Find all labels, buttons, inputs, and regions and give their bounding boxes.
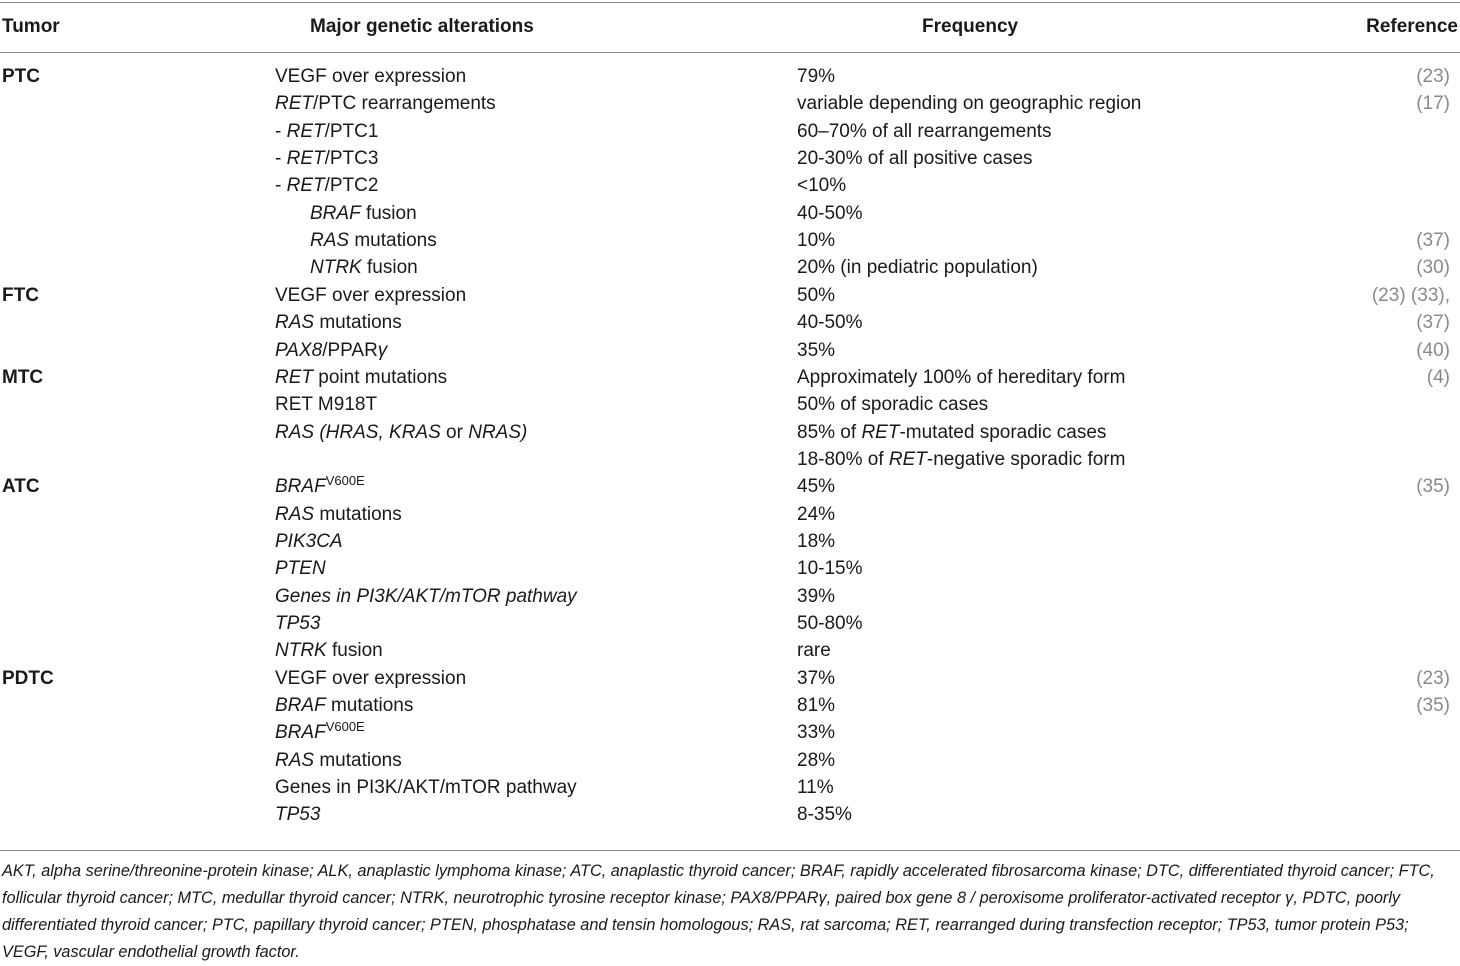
- text-segment: 40-50%: [797, 312, 863, 334]
- reference-cell: (17): [1416, 93, 1450, 115]
- text-segment: 20% (in pediatric population): [797, 257, 1038, 279]
- alteration-cell: [275, 148, 378, 170]
- text-segment: PIK3CA: [275, 530, 343, 552]
- text-segment: <10%: [797, 175, 847, 197]
- tumor-cell: FTC: [2, 284, 39, 306]
- text-segment: -: [275, 148, 287, 170]
- table-row: [0, 586, 1460, 614]
- table-row: [0, 750, 1460, 778]
- reference-cell: (23): [1416, 667, 1450, 689]
- frequency-cell: [797, 203, 863, 225]
- frequency-cell: [797, 230, 835, 252]
- text-segment: RAS (HRAS, KRAS: [275, 421, 441, 443]
- text-segment: /PTC3: [324, 148, 379, 170]
- text-segment: RET: [888, 448, 927, 470]
- table-row: [0, 504, 1460, 532]
- alteration-cell: [275, 586, 577, 608]
- header-rule: [0, 52, 1460, 53]
- frequency-cell: [797, 394, 988, 416]
- text-segment: Genes in PI3K/AKT/mTOR pathway: [275, 585, 577, 607]
- alteration-cell: [275, 531, 343, 553]
- frequency-cell: [797, 586, 835, 608]
- text-segment: RET: [275, 93, 313, 115]
- tumor-cell: PTC: [2, 66, 40, 87]
- text-segment: BRAF: [275, 695, 326, 717]
- text-segment: TP53: [275, 804, 321, 826]
- frequency-cell: [797, 613, 863, 635]
- text-segment: Genes in PI3K/AKT/mTOR pathway: [275, 777, 577, 799]
- table-row: [0, 777, 1460, 805]
- header-alterations: Major genetic alterations: [310, 16, 534, 37]
- text-segment: 8-35%: [797, 804, 852, 826]
- alteration-cell: [275, 422, 527, 444]
- table-row: [0, 473, 1460, 504]
- alteration-cell: [275, 777, 577, 799]
- frequency-cell: [797, 750, 835, 772]
- table-row: [0, 668, 1460, 696]
- text-segment: VEGF over expression: [275, 66, 467, 87]
- text-segment: /PPAR: [322, 339, 378, 361]
- reference-cell: (23): [1416, 66, 1450, 87]
- text-segment: RET: [286, 175, 325, 197]
- frequency-cell: [797, 93, 1141, 115]
- text-segment: 50% of sporadic cases: [797, 394, 989, 416]
- alteration-cell: [275, 340, 387, 362]
- text-segment: 39%: [797, 585, 836, 607]
- table-row: [0, 93, 1460, 121]
- frequency-cell: [797, 66, 835, 88]
- text-segment: 79%: [797, 66, 836, 87]
- text-segment: 60–70% of all rearrangements: [797, 120, 1052, 142]
- alteration-cell: [275, 473, 365, 498]
- text-segment: -: [275, 120, 287, 142]
- frequency-cell: [797, 504, 835, 526]
- frequency-cell: [797, 367, 1125, 389]
- text-segment: -: [275, 175, 287, 197]
- text-segment: 50%: [797, 284, 836, 306]
- text-segment: -mutated sporadic cases: [899, 421, 1107, 443]
- text-segment: VEGF over expression: [275, 284, 467, 306]
- alteration-cell: [310, 203, 417, 225]
- alteration-cell: [275, 719, 365, 744]
- text-segment: RET: [861, 421, 900, 443]
- text-segment: mutations: [314, 749, 402, 771]
- reference-cell: (35): [1416, 695, 1450, 717]
- text-segment: 45%: [797, 476, 836, 498]
- alteration-cell: [310, 257, 418, 279]
- header-tumor: Tumor: [2, 16, 60, 37]
- table-bottom-rule: [0, 850, 1460, 851]
- reference-cell: (23) (33),: [1371, 284, 1450, 306]
- text-segment: TP53: [275, 613, 321, 634]
- text-segment: RAS: [275, 503, 315, 525]
- alteration-cell: [275, 66, 466, 88]
- text-segment: VEGF over expression: [275, 667, 467, 689]
- alteration-cell: [275, 504, 402, 526]
- text-segment: 10%: [797, 230, 836, 252]
- text-segment: 33%: [797, 722, 836, 744]
- text-segment: 11%: [797, 777, 834, 799]
- text-segment: rare: [797, 640, 831, 662]
- text-segment: RAS: [310, 230, 350, 252]
- frequency-cell: [797, 449, 1125, 471]
- alteration-cell: [275, 285, 466, 307]
- table-row: [0, 175, 1460, 203]
- text-segment: variable depending on geographic region: [797, 93, 1142, 115]
- table-row: [0, 148, 1460, 176]
- table-row: [0, 449, 1460, 477]
- table-row: [0, 394, 1460, 422]
- text-segment: -negative sporadic form: [926, 448, 1126, 470]
- text-segment: BRAF: [275, 722, 326, 744]
- text-segment: PTEN: [275, 558, 326, 580]
- reference-cell: (37): [1416, 312, 1450, 334]
- table-top-rule: [0, 2, 1460, 3]
- table-row: [0, 640, 1460, 668]
- text-segment: or: [440, 421, 469, 443]
- reference-cell: (40): [1416, 339, 1450, 361]
- reference-cell: (4): [1426, 366, 1450, 388]
- frequency-cell: [797, 558, 863, 580]
- superscript-text: V600E: [325, 719, 365, 735]
- table-row: [0, 558, 1460, 586]
- text-segment: fusion: [361, 257, 418, 279]
- frequency-cell: [797, 285, 835, 307]
- frequency-cell: [797, 476, 835, 498]
- reference-cell: (30): [1416, 257, 1450, 279]
- superscript-text: V600E: [325, 473, 365, 489]
- frequency-cell: [797, 340, 835, 362]
- alteration-cell: [275, 668, 466, 690]
- table-row: [0, 230, 1460, 258]
- text-segment: 18-80% of: [797, 448, 889, 470]
- text-segment: RET M918T: [275, 394, 378, 416]
- tumor-cell: PDTC: [2, 667, 54, 689]
- frequency-cell: [797, 668, 835, 690]
- text-segment: fusion: [326, 640, 383, 662]
- text-segment: Approximately 100% of hereditary form: [797, 366, 1126, 388]
- table-row: [0, 257, 1460, 285]
- alteration-cell: [275, 750, 402, 772]
- frequency-cell: [797, 640, 831, 662]
- text-segment: RET: [286, 148, 325, 170]
- text-segment: RET: [275, 366, 313, 388]
- frequency-cell: [797, 777, 834, 799]
- text-segment: 24%: [797, 503, 836, 525]
- table-row: [0, 719, 1460, 750]
- alteration-cell: [275, 394, 377, 416]
- tumor-cell: MTC: [2, 366, 44, 388]
- text-segment: /PTC1: [324, 120, 379, 142]
- frequency-cell: [797, 722, 835, 744]
- frequency-cell: [797, 804, 852, 826]
- frequency-cell: [797, 422, 1106, 444]
- alteration-cell: [310, 230, 437, 252]
- text-segment: 20-30% of all positive cases: [797, 148, 1033, 170]
- text-segment: mutations: [314, 503, 402, 525]
- alteration-cell: [275, 367, 447, 389]
- alteration-cell: [275, 640, 383, 662]
- frequency-cell: [797, 121, 1052, 143]
- table-row: [0, 367, 1460, 395]
- header-frequency: Frequency: [922, 16, 1019, 37]
- alteration-cell: [275, 558, 326, 580]
- reference-cell: (35): [1416, 476, 1450, 498]
- reference-cell: (37): [1416, 230, 1450, 252]
- text-segment: fusion: [360, 202, 417, 224]
- text-segment: RAS: [275, 312, 315, 334]
- text-segment: 85% of: [797, 421, 862, 443]
- text-segment: PAX8: [275, 339, 323, 361]
- table-row: [0, 203, 1460, 231]
- table-footnote: AKT, alpha serine/threonine-protein kinase; ALK, anaplastic lymphoma kinase; ATC, anaplastic thyroid cancer; BRAF, rapidly accelerated fibrosarcoma kinase; DTC, differentiated thyroid cancer; FTC, follicular thyroid cancer; MTC, medullar thyroid cancer; NTRK, neurotrophic tyrosine receptor kinase; PAX8/PPARγ, paired box gene 8 / peroxisome proliferator-activated receptor γ, PDTC, poorly differentiated thyroid cancer; PTC, papillary thyroid cancer; PTEN, phosphatase and tensin homologous; RAS, rat sarcoma; RET, rearranged during transfection receptor; TP53, tumor protein P53; VEGF, vascular endothelial growth factor.: [2, 862, 1435, 961]
- table-row: [0, 804, 1460, 832]
- text-segment: BRAF: [310, 202, 361, 224]
- alteration-cell: [275, 121, 378, 143]
- text-segment: 40-50%: [797, 202, 863, 224]
- table-row: [0, 613, 1460, 641]
- text-segment: /PTC rearrangements: [313, 93, 496, 115]
- alteration-cell: [275, 804, 320, 826]
- alteration-cell: [275, 312, 402, 334]
- table-row: [0, 695, 1460, 723]
- text-segment: /PTC2: [324, 175, 379, 197]
- text-segment: γ: [377, 339, 388, 361]
- text-segment: 28%: [797, 749, 836, 771]
- text-segment: RET: [286, 120, 325, 142]
- text-segment: NRAS): [468, 421, 528, 443]
- text-segment: RAS: [275, 749, 315, 771]
- text-segment: NTRK: [275, 640, 327, 662]
- text-segment: BRAF: [275, 476, 326, 498]
- header-reference: Reference: [1366, 16, 1458, 37]
- alteration-cell: [275, 93, 496, 115]
- text-segment: point mutations: [313, 366, 448, 388]
- table-row: [0, 422, 1460, 450]
- frequency-cell: [797, 695, 835, 717]
- text-segment: 37%: [797, 667, 836, 689]
- frequency-cell: [797, 175, 846, 197]
- tumor-cell: ATC: [2, 476, 40, 498]
- table-row: [0, 531, 1460, 559]
- frequency-cell: [797, 312, 863, 334]
- frequency-cell: [797, 148, 1033, 170]
- text-segment: 50-80%: [797, 613, 863, 634]
- frequency-cell: [797, 531, 835, 553]
- text-segment: 18%: [797, 530, 836, 552]
- alteration-cell: [275, 175, 378, 197]
- text-segment: mutations: [325, 695, 414, 717]
- table-row: [0, 340, 1460, 368]
- text-segment: mutations: [349, 230, 437, 252]
- table-row: [0, 285, 1460, 313]
- text-segment: 81%: [797, 695, 836, 717]
- table-row: [0, 312, 1460, 340]
- frequency-cell: [797, 257, 1038, 279]
- alteration-cell: [275, 695, 413, 717]
- text-segment: NTRK: [310, 257, 362, 279]
- text-segment: mutations: [314, 312, 402, 334]
- table-row: [0, 121, 1460, 149]
- alteration-cell: [275, 613, 320, 635]
- table-row: [0, 66, 1460, 94]
- text-segment: 10-15%: [797, 558, 863, 580]
- text-segment: 35%: [797, 339, 836, 361]
